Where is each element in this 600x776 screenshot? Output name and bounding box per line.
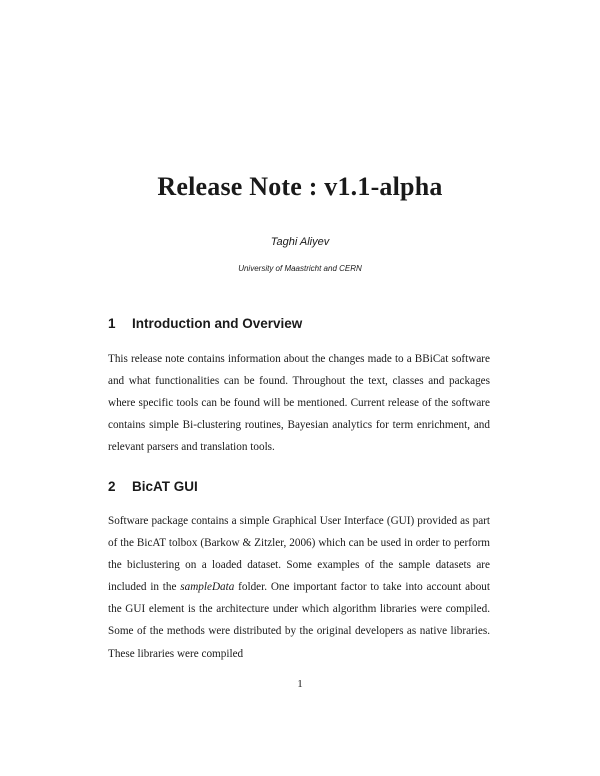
section-number: 2 [108,479,116,494]
document-title: Release Note : v1.1-alpha [157,172,443,201]
author-name: Taghi Aliyev [270,236,330,248]
folder-name-emphasis: sampleData [180,581,235,594]
section-paragraph-bicat-gui [108,510,490,665]
paragraph-text-end: folder. One important factor to take into account about the GUI element is the architecture under which algorithm libraries were compiled. Some of the methods were distributed by the original developers as native libraries. These libraries were compiled [108,581,490,660]
section-title: BicAT GUI [132,479,198,494]
section-heading-introduction [108,316,302,331]
author-affiliation: University of Maastricht and CERN [238,264,362,273]
section-number: 1 [108,316,116,331]
paragraph-text-start: Software package contains a simple Graphical User Interface (GUI) provided as part of the BicAT tolbox (Barkow & Zitzler, 2006) which can be used in order to perform the biclustering on a loaded dataset. Some examples of the sample datasets are included in the [108,515,490,594]
section-heading-bicat-gui [108,479,198,494]
page-number: 1 [297,678,303,690]
section-paragraph-introduction: This release note contains information about the changes made to a BBiCat software and what functionalities can be found. Throughout the text, classes and packages where specific tools can be found will be mentioned. Current release of the software contains simple Bi-clustering routines, Bayesian analytics for term enrichment, and relevant parsers and translation tools. [108,353,490,454]
section-title: Introduction and Overview [132,316,303,331]
